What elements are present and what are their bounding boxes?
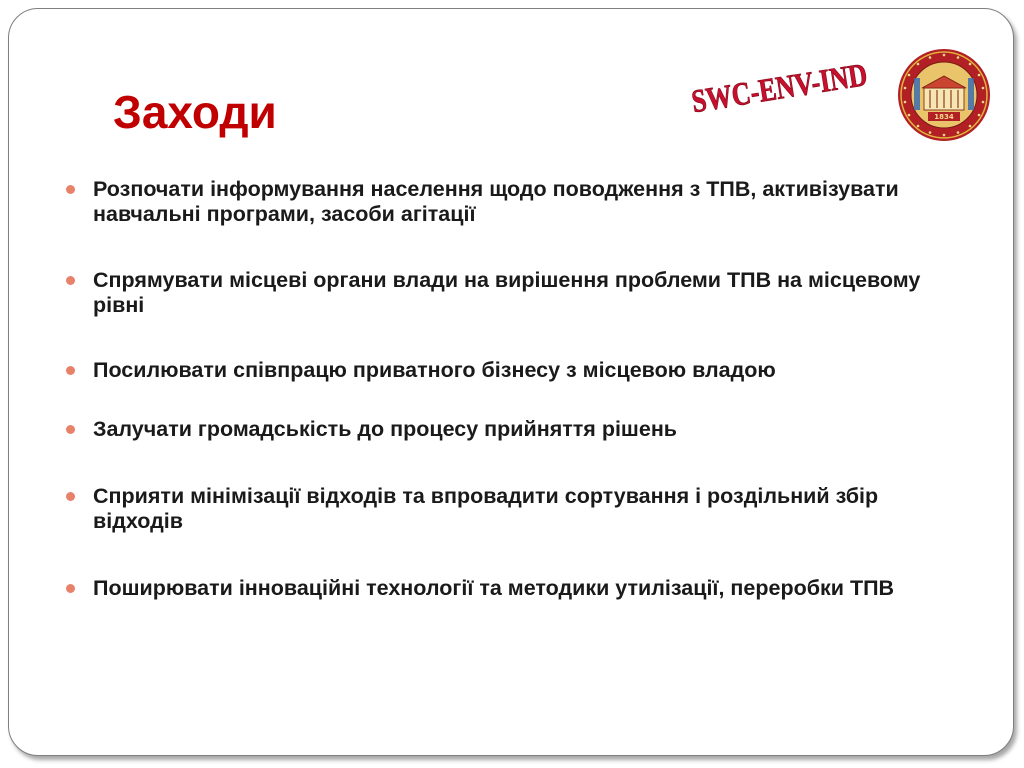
bullet-icon bbox=[66, 492, 75, 501]
list-item bbox=[66, 576, 966, 601]
bullet-list bbox=[66, 177, 966, 601]
list-item-text: Залучати громадськість до процесу прийняття рішень bbox=[93, 417, 678, 441]
list-item bbox=[66, 358, 966, 383]
list-item bbox=[66, 268, 966, 318]
list-item-text: Спрямувати місцеві органи влади на вирішення проблеми ТПВ на місцевому рівні bbox=[93, 268, 921, 317]
brand-logo bbox=[689, 57, 870, 120]
bullet-icon bbox=[66, 425, 75, 434]
list-item-text: Посилювати співпрацю приватного бізнесу з місцевою владою bbox=[93, 358, 776, 382]
bullet-icon bbox=[66, 584, 75, 593]
bullet-icon bbox=[66, 276, 75, 285]
brand-logo-text: SWC-ENV-IND bbox=[689, 57, 870, 120]
bullet-icon bbox=[66, 185, 75, 194]
list-item-text: Розпочати інформування населення щодо поводження з ТПВ, активізувати навчальні програми, засоби агітації bbox=[93, 177, 899, 226]
list-item bbox=[66, 417, 966, 442]
list-item bbox=[66, 177, 966, 227]
seal-year: 1834 bbox=[934, 113, 954, 121]
list-item-text: Сприяти мінімізації відходів та впровадити сортування і роздільний збір відходів bbox=[93, 484, 879, 533]
list-item-text: Поширювати інноваційні технології та методики утилізації, переробки ТПВ bbox=[93, 576, 895, 600]
university-seal-icon bbox=[896, 48, 992, 142]
list-item bbox=[66, 484, 966, 534]
bullet-icon bbox=[66, 366, 75, 375]
slide-title: Заходи bbox=[113, 86, 277, 138]
